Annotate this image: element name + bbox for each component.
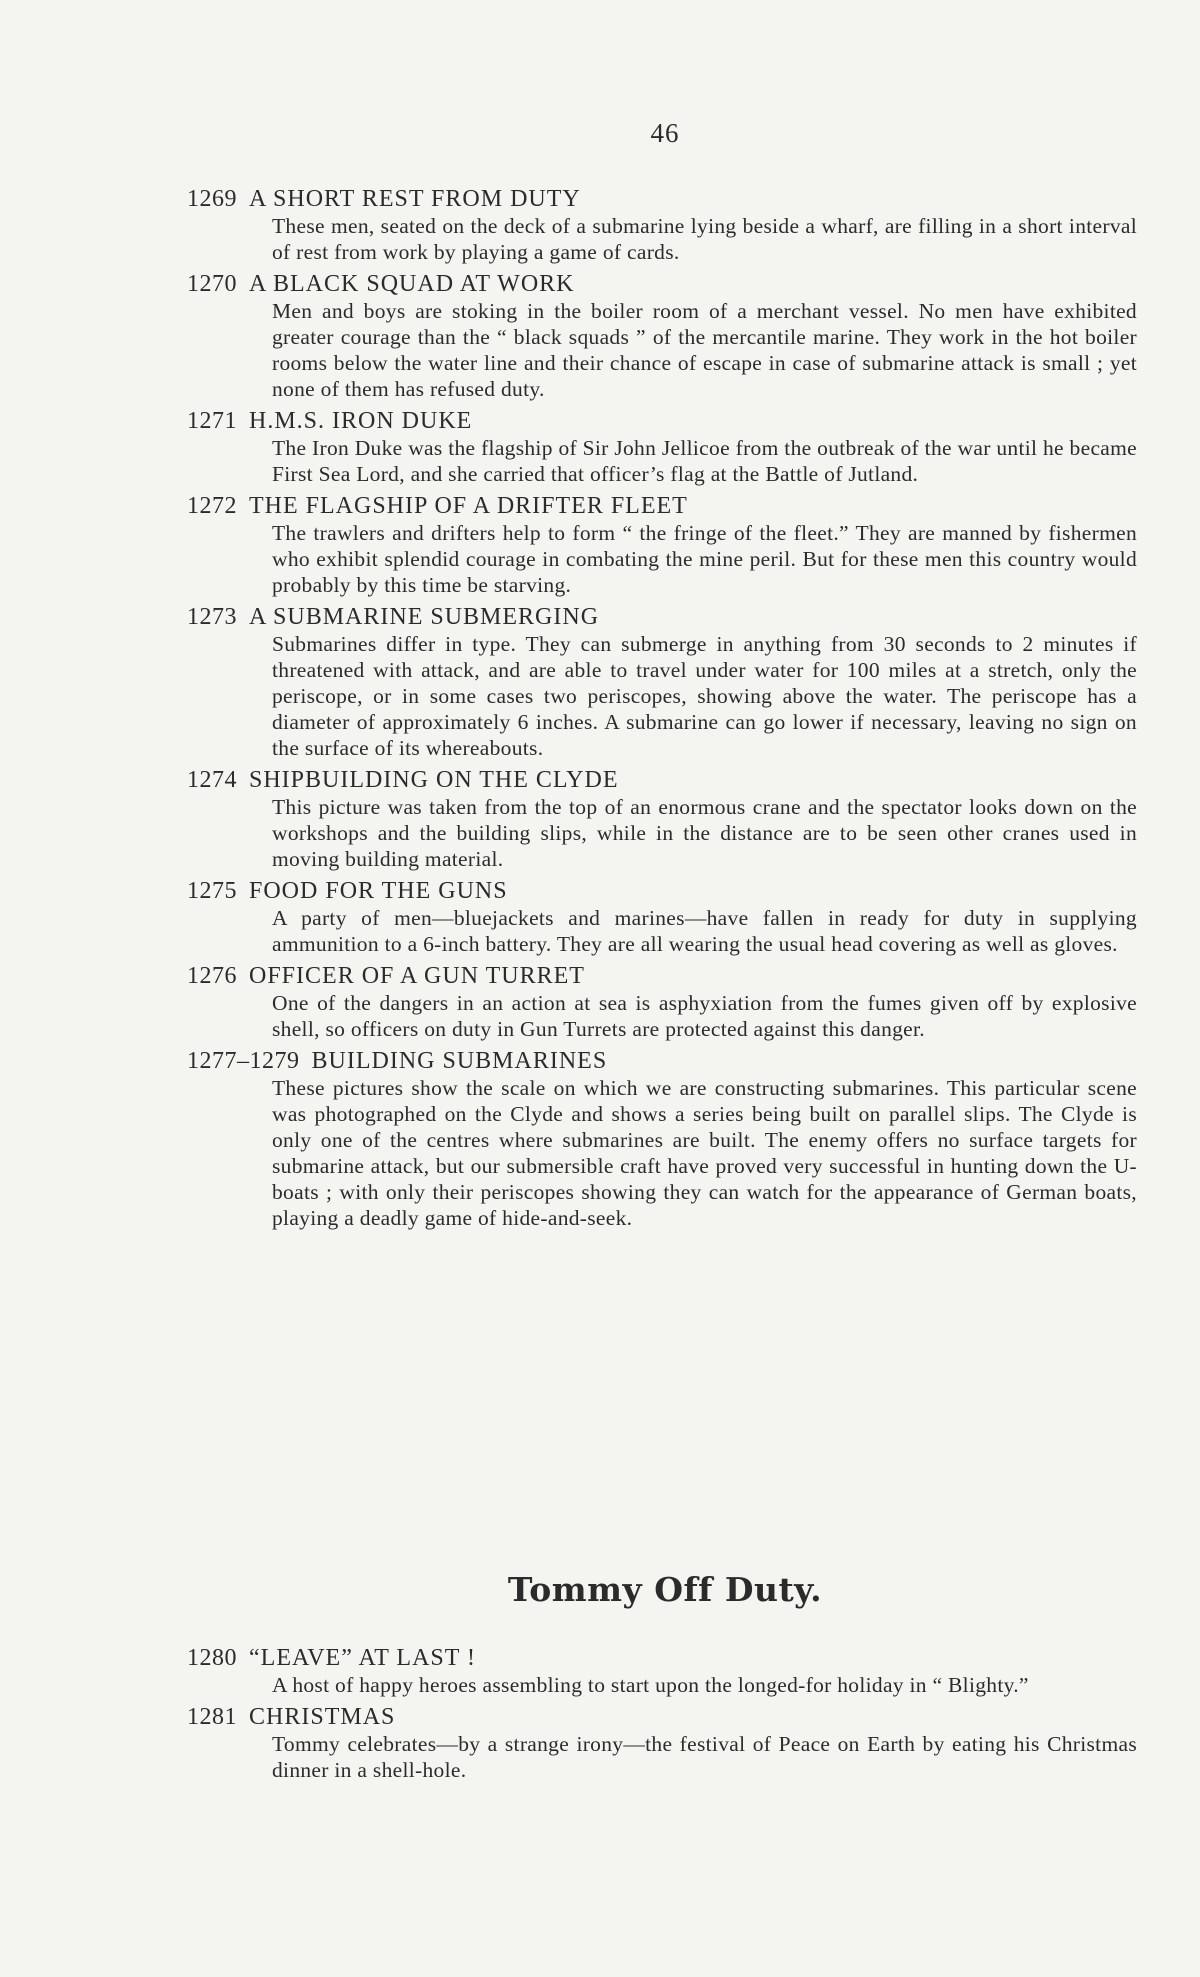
entry-title: A SHORT REST FROM DUTY — [249, 186, 581, 212]
entry-number: 1272 — [187, 493, 237, 519]
entry-number: 1274 — [187, 767, 237, 793]
catalogue-entry — [187, 1704, 1137, 1783]
entry-number: 1275 — [187, 878, 237, 904]
entry-number: 1273 — [187, 604, 237, 630]
entry-title: SHIPBUILDING ON THE CLYDE — [249, 767, 619, 793]
entry-description: These pictures show the scale on which we are constructing submarines. This particular scene was photographed on the Clyde and shows a series being built on parallel slips. The Clyde is only one of the centres where submarines are built. The enemy offers no surface targets for submarine attack, but our submersible craft have proved very successful in hunting down the U-boats ; with only their periscopes showing they can watch for the appearance of German boats, playing a deadly game of hide-and-seek. — [272, 1076, 1137, 1230]
catalogue-entry — [187, 604, 1137, 761]
catalogue-entry — [187, 271, 1137, 402]
entry-description: A party of men—bluejackets and marines—have fallen in ready for duty in supplying ammunition to a 6-inch battery. They are all wearing the usual head covering as well as gloves. — [272, 906, 1137, 956]
entry-title: A BLACK SQUAD AT WORK — [249, 271, 575, 297]
entry-heading — [187, 963, 1137, 990]
entry-number: 1270 — [187, 271, 237, 297]
entry-heading — [187, 493, 1137, 520]
entry-number: 1269 — [187, 186, 237, 212]
entry-title: THE FLAGSHIP OF A DRIFTER FLEET — [249, 493, 688, 519]
entry-description: Tommy celebrates—by a strange irony—the festival of Peace on Earth by eating his Christmas dinner in a shell-hole. — [272, 1732, 1137, 1782]
entry-title: “LEAVE” AT LAST ! — [249, 1645, 476, 1671]
entry-heading — [187, 878, 1137, 905]
entry-heading — [187, 767, 1137, 794]
entry-description: Men and boys are stoking in the boiler room of a merchant vessel. No men have exhibited greater courage than the “ black squads ” of the mercantile marine. They work in the hot boiler rooms below the water line and their chance of escape in case of submarine attack is small ; yet none of them has refused duty. — [272, 299, 1137, 401]
entry-title: BUILDING SUBMARINES — [311, 1048, 608, 1074]
entry-title: A SUBMARINE SUBMERGING — [249, 604, 600, 630]
entry-description: This picture was taken from the top of an enormous crane and the spectator looks down on the workshops and the building slips, while in the distance are to be seen other cranes used in moving building material. — [272, 795, 1137, 871]
entry-description: The trawlers and drifters help to form “ the fringe of the fleet.” They are manned by fishermen who exhibit splendid courage in combating the mine peril. But for these men this country would probably by this time be starving. — [272, 521, 1137, 597]
entry-number: 1277–1279 — [187, 1048, 300, 1074]
entry-title: FOOD FOR THE GUNS — [249, 878, 508, 904]
catalogue-entry — [187, 186, 1137, 265]
entry-heading — [187, 1704, 1137, 1731]
entry-title: CHRISTMAS — [249, 1704, 396, 1730]
entry-description: One of the dangers in an action at sea is asphyxiation from the fumes given off by explosive shell, so officers on duty in Gun Turrets are protected against this danger. — [272, 991, 1137, 1041]
catalogue-entry — [187, 493, 1137, 598]
entry-number: 1271 — [187, 408, 237, 434]
entry-description: Submarines differ in type. They can submerge in anything from 30 seconds to 2 minutes if threatened with attack, and are able to travel under water for 100 miles at a stretch, only the periscope, or in some cases two periscopes, showing above the water. The periscope has a diameter of approximately 6 inches. A submarine can go lower if necessary, leaving no sign on the surface of its whereabouts. — [272, 632, 1137, 760]
entry-description: The Iron Duke was the flagship of Sir John Jellicoe from the outbreak of the war until he became First Sea Lord, and she carried that officer’s flag at the Battle of Jutland. — [272, 436, 1137, 486]
catalogue-entries — [187, 186, 1137, 1237]
catalogue-entry — [187, 1645, 1137, 1698]
entry-description: A host of happy heroes assembling to start upon the longed-for holiday in “ Blighty.” — [272, 1673, 1029, 1697]
catalogue-entry — [187, 878, 1137, 957]
entry-heading — [187, 604, 1137, 631]
entry-title: H.M.S. IRON DUKE — [249, 408, 473, 434]
entry-number: 1281 — [187, 1704, 237, 1730]
page-number: 46 — [650, 118, 680, 148]
entry-heading — [187, 1048, 1137, 1075]
entry-description: These men, seated on the deck of a submarine lying beside a wharf, are filling in a short interval of rest from work by playing a game of cards. — [272, 214, 1137, 264]
entry-number: 1280 — [187, 1645, 237, 1671]
entry-heading — [187, 186, 1137, 213]
entry-heading — [187, 1645, 1137, 1672]
catalogue-entry — [187, 1048, 1137, 1231]
catalogue-entry — [187, 963, 1137, 1042]
catalogue-entry — [187, 767, 1137, 872]
catalogue-entries-section-2 — [187, 1645, 1137, 1789]
catalogue-entry — [187, 408, 1137, 487]
entry-heading — [187, 408, 1137, 435]
entry-title: OFFICER OF A GUN TURRET — [249, 963, 585, 989]
section-heading: Tommy Off Duty. — [507, 1570, 823, 1609]
entry-number: 1276 — [187, 963, 237, 989]
entry-heading — [187, 271, 1137, 298]
